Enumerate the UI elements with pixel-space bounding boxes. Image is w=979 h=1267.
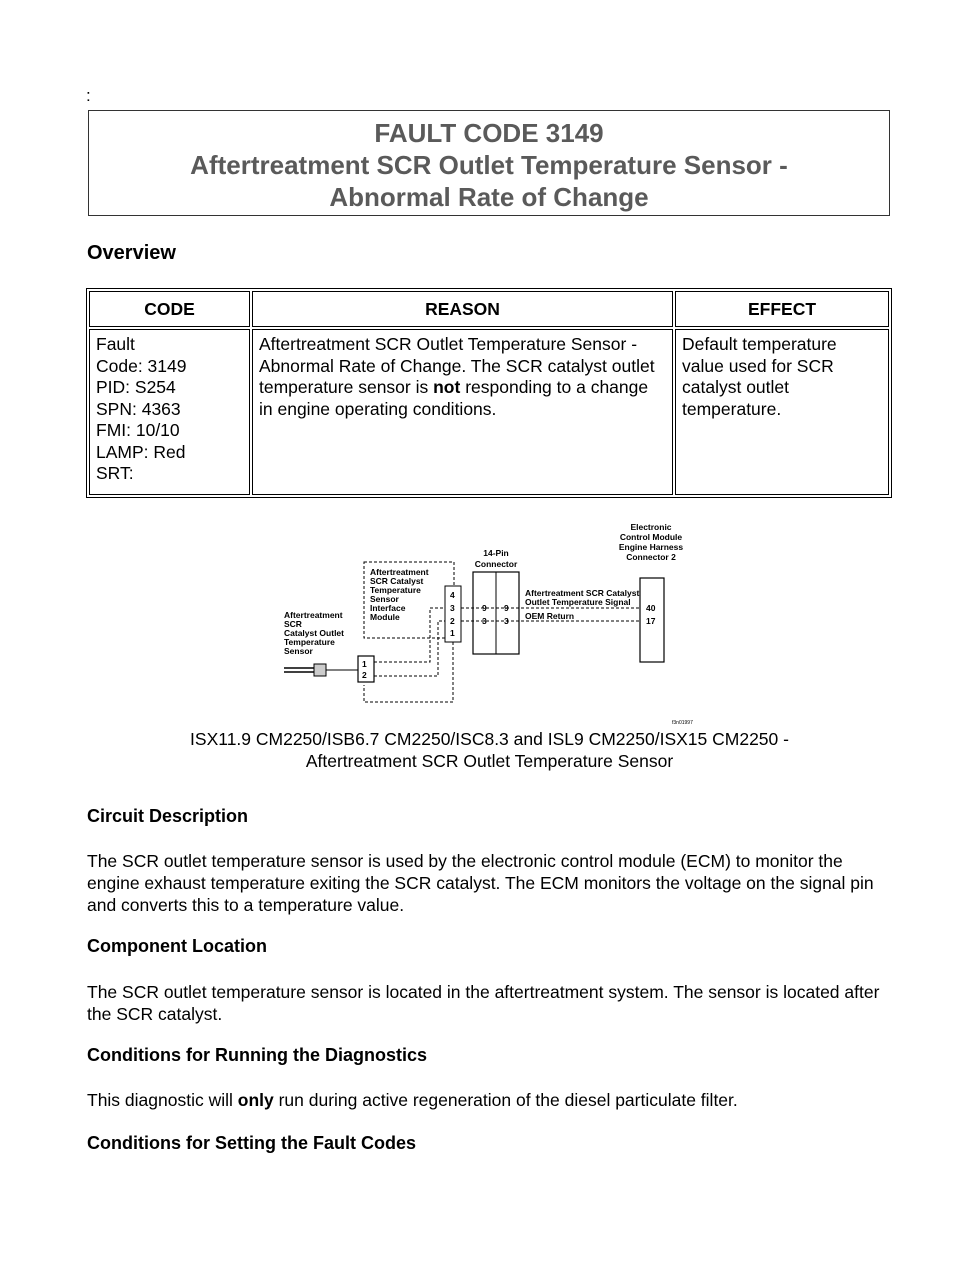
header-effect: EFFECT [675, 291, 889, 327]
sensor-probe-icon [284, 664, 358, 676]
code-cell [89, 329, 250, 495]
connector-label-2: Connector [474, 559, 518, 569]
connector-pin: 9 [482, 603, 487, 613]
code-line: PID: S254 [96, 377, 176, 397]
conditions-running-pre: This diagnostic will [87, 1090, 238, 1110]
code-line: Code: 3149 [96, 355, 187, 376]
ecm-label-2: Control Module [619, 532, 683, 542]
reason-text-end: responding to a change in engine operating conditions. [259, 377, 649, 419]
table-header-row [89, 291, 889, 327]
caption-line1: ISX11.9 CM2250/ISB6.7 CM2250/ISC8.3 and ISL9 CM2250/ISX15 CM2250 - [190, 729, 789, 749]
connector-pin: 3 [482, 616, 487, 626]
ecm-pin-17: 17 [646, 616, 656, 626]
ecm-label-1: Electronic [630, 522, 672, 532]
reason-emphasis: not [433, 377, 461, 397]
circuit-description-heading: Circuit Description [87, 806, 249, 826]
module-label: Sensor [370, 594, 399, 604]
sensor-pin: 1 [362, 659, 367, 669]
wiring-diagram [280, 520, 700, 726]
fault-code-title: FAULT CODE 3149 [374, 118, 604, 148]
conditions-running-heading: Conditions for Running the Diagnostics [87, 1045, 427, 1065]
module-label: SCR Catalyst [370, 576, 424, 586]
conditions-running-emphasis: only [237, 1090, 274, 1110]
fault-title-line2: Aftertreatment SCR Outlet Temperature Sensor - [190, 150, 788, 180]
module-label: Interface [370, 603, 406, 613]
sensor-pin: 2 [362, 670, 367, 680]
conditions-setting-heading: Conditions for Setting the Fault Codes [87, 1133, 416, 1153]
header-colon: : [86, 86, 91, 105]
overview-heading: Overview [87, 242, 176, 264]
component-location-heading: Component Location [87, 936, 267, 956]
connector-label-1: 14-Pin [483, 548, 509, 558]
code-line: SPN: 4363 [96, 398, 181, 419]
module-label: Module [370, 612, 400, 622]
module-pin: 4 [450, 590, 455, 600]
reason-cell [252, 329, 673, 495]
code-line: FMI: 10/10 [96, 420, 180, 440]
conditions-running-text [87, 1089, 897, 1111]
sensor-label: Sensor [284, 646, 313, 656]
fault-code-table [86, 288, 892, 498]
header-reason: REASON [252, 291, 673, 327]
module-label: Temperature [370, 585, 421, 595]
module-pin: 1 [450, 628, 455, 638]
effect-cell: Default temperature value used for SCR catalyst outlet temperature. [675, 329, 889, 495]
sensor-label: Temperature [284, 637, 335, 647]
table-row [89, 329, 889, 495]
connector-pin: 9 [504, 603, 509, 613]
header-code: CODE [89, 291, 250, 327]
code-line: SRT: [96, 463, 134, 483]
module-pin: 2 [450, 616, 455, 626]
caption-line2: Aftertreatment SCR Outlet Temperature Sensor [305, 751, 674, 771]
fault-title-box [88, 110, 890, 216]
code-line: Fault [96, 334, 135, 354]
sensor-label: Catalyst Outlet [284, 628, 344, 638]
sensor-label: SCR [284, 619, 302, 629]
conditions-running-post: run during active regeneration of the diesel particulate filter. [273, 1090, 738, 1110]
figure-id: f3n01997 [672, 720, 693, 726]
ecm-pin-40: 40 [646, 603, 656, 613]
circuit-description-text: The SCR outlet temperature sensor is used by the electronic control module (ECM) to monitor the engine exhaust temperature exiting the SCR catalyst. The ECM monitors the voltage on the signal pin and converts this to a temperature value. [87, 851, 874, 915]
fault-title-line3: Abnormal Rate of Change [329, 182, 649, 212]
ecm-label-4: Connector 2 [626, 552, 676, 562]
module-pin: 3 [450, 603, 455, 613]
sensor-label: Aftertreatment [284, 610, 343, 620]
ecm-label-3: Engine Harness [618, 542, 684, 552]
return-label: OEM Return [525, 611, 575, 621]
component-location-text: The SCR outlet temperature sensor is located in the aftertreatment system. The sensor is located after the SCR catalyst. [87, 982, 880, 1024]
connector-pin: 3 [504, 616, 509, 626]
reason-text: Aftertreatment SCR Outlet Temperature Sensor - Abnormal Rate of Change. The SCR catalyst outlet temperature sensor is [259, 334, 655, 397]
module-label: Aftertreatment [370, 567, 429, 577]
signal-label-2: Outlet Temperature Signal [525, 597, 631, 607]
figure-caption [0, 728, 979, 772]
code-line: LAMP: Red [96, 441, 186, 462]
signal-label-1: Aftertreatment SCR Catalyst [525, 588, 640, 598]
